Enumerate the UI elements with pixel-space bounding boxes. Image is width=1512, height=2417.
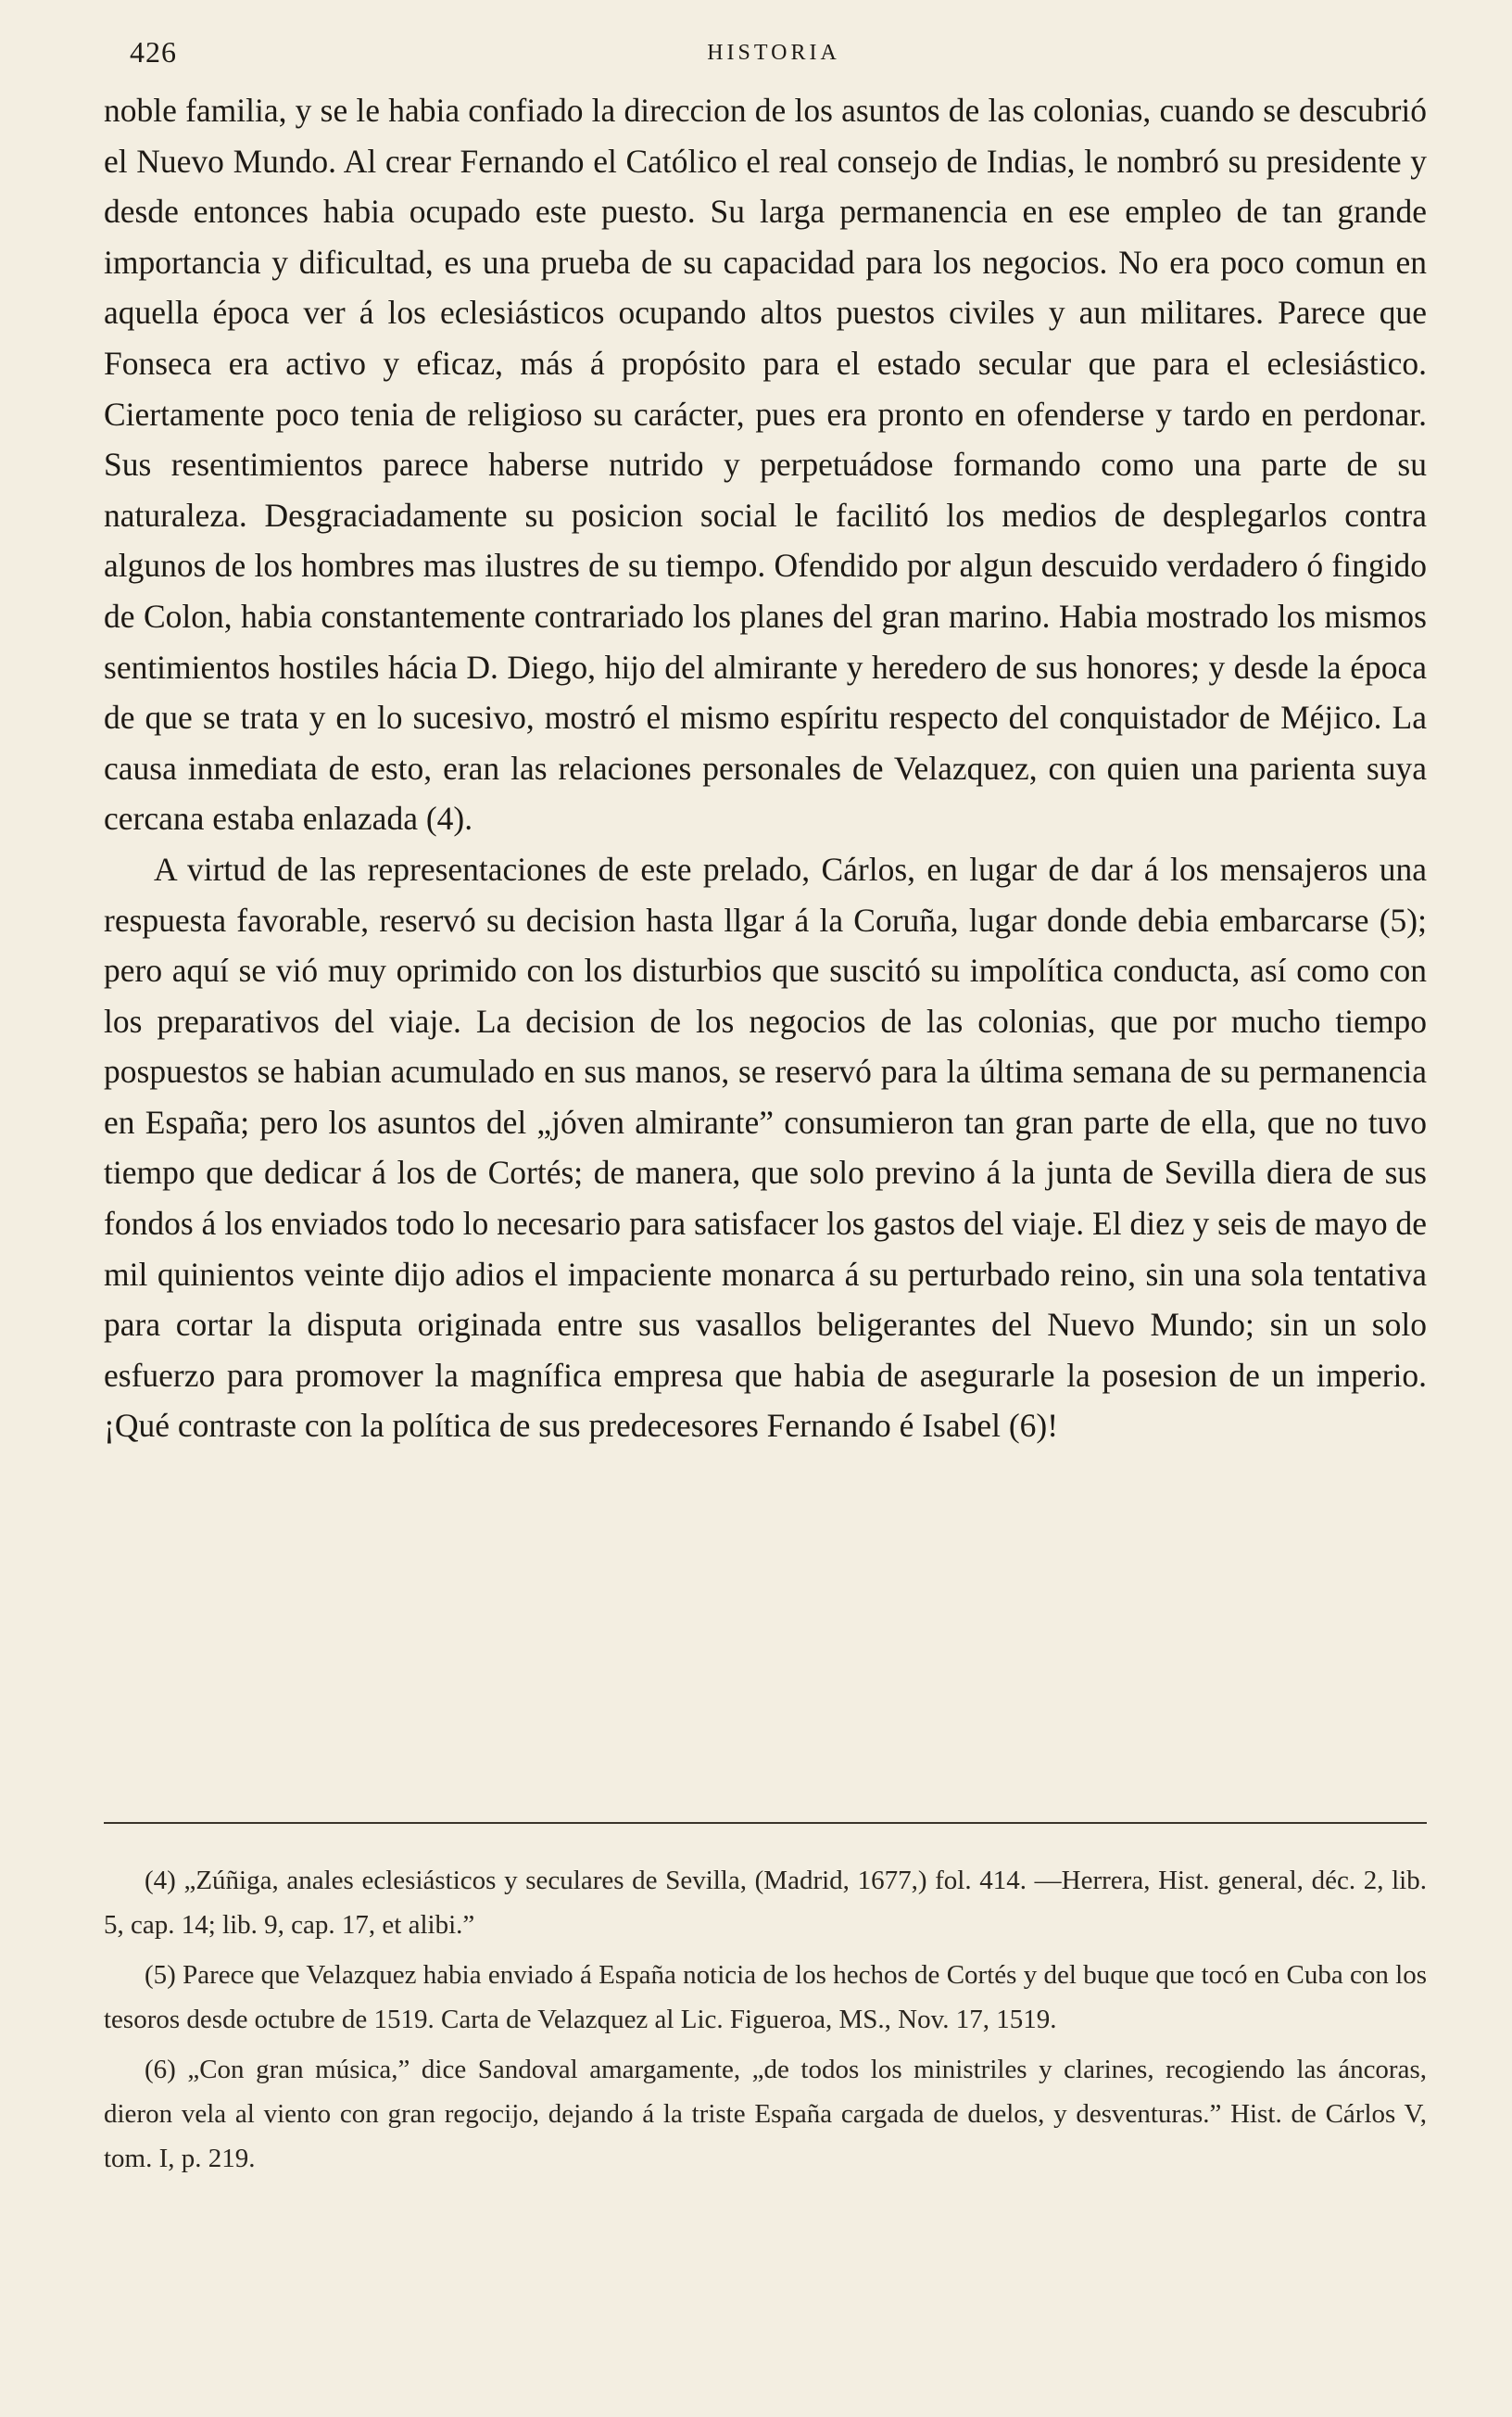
footnote-divider (104, 1822, 1427, 1824)
footnote-4: (4) „Zúñiga, anales eclesiásticos y seculares de Sevilla, (Madrid, 1677,) fol. 414. —Herrera, Hist. general, déc. 2, lib. 5, cap. 14; lib. 9, cap. 17, et alibi.” (104, 1866, 1427, 1940)
page-header (130, 35, 1418, 82)
body-text (104, 85, 1427, 1451)
footnote-5: (5) Parece que Velazquez habia enviado á España noticia de los hechos de Cortés y del buque que tocó en Cuba con los tesoros desde octubre de 1519. Carta de Velazquez al Lic. Figueroa, MS., Nov. 17, 1519. (104, 1960, 1427, 2034)
running-title: HISTORIA (707, 41, 840, 65)
body-paragraph-2: A virtud de las representaciones de este prelado, Cárlos, en lugar de dar á los mensajeros una respuesta favorable, reservó su decision hasta llgar á la Coruña, lugar donde debia embarcarse (5); pero aquí se vió muy oprimido con los disturbios que suscitó su impolítica conducta, así como con los preparativos del viaje. La decision de los negocios de las colonias, que por mucho tiempo pospuestos se habian acumulado en sus manos, se reservó para la última semana de su permanencia en España; pero los asuntos del „jóven almirante” consumieron tan gran parte de ella, que no tuvo tiempo que dedicar á los de Cortés; de manera, que solo previno á la junta de Sevilla diera de sus fondos á los enviados todo lo necesario para satisfacer los gastos del viaje. El diez y seis de mayo de mil quinientos veinte dijo adios el impaciente monarca á su perturbado reino, sin una sola tentativa para cortar la disputa originada entre sus vasallos beligerantes del Nuevo Mundo; sin un solo esfuerzo para promover la magnífica empresa que habia de asegurarle la posesion de un imperio. ¡Qué contraste con la política de sus predecesores Fernando é Isabel (6)! (104, 850, 1427, 1445)
page-number: 426 (130, 35, 177, 69)
footnote-6: (6) „Con gran música,” dice Sandoval amargamente, „de todos los ministriles y clarines, recogiendo las áncoras, dieron vela al viento con gran regocijo, dejando á la triste España cargada de duelos, y desventuras.” Hist. de Cárlos V, tom. I, p. 219. (104, 2055, 1427, 2173)
footnotes (104, 1858, 1427, 2186)
body-paragraph-1: noble familia, y se le habia confiado la direccion de los asuntos de las colonias, cuando se descubrió el Nuevo Mundo. Al crear Fernando el Católico el real consejo de Indias, le nombró su presidente y desde entonces habia ocupado este puesto. Su larga permanencia en ese empleo de tan grande importancia y dificultad, es una prueba de su capacidad para los negocios. No era poco comun en aquella época ver á los eclesiásticos ocupando altos puestos civiles y aun militares. Parece que Fonseca era activo y eficaz, más á propósito para el estado secular que para el eclesiástico. Ciertamente poco tenia de religioso su carácter, pues era pronto en ofenderse y tardo en perdonar. Sus resentimientos parece haberse nutrido y perpetuádose formando como una parte de su naturaleza. Desgraciadamente su posicion social le facilitó los medios de desplegarlos contra algunos de los hombres mas ilustres de su tiempo. Ofendido por algun descuido verdadero ó fingido de Colon, habia constantemente contrariado los planes del gran marino. Habia mostrado los mismos sentimientos hostiles hácia D. Diego, hijo del almirante y heredero de sus honores; y desde la época de que se trata y en lo sucesivo, mostró el mismo espíritu respecto del conquistador de Méjico. La causa inmediata de esto, eran las relaciones personales de Velazquez, con quien una parienta suya cercana estaba enlazada (4). (104, 92, 1427, 838)
